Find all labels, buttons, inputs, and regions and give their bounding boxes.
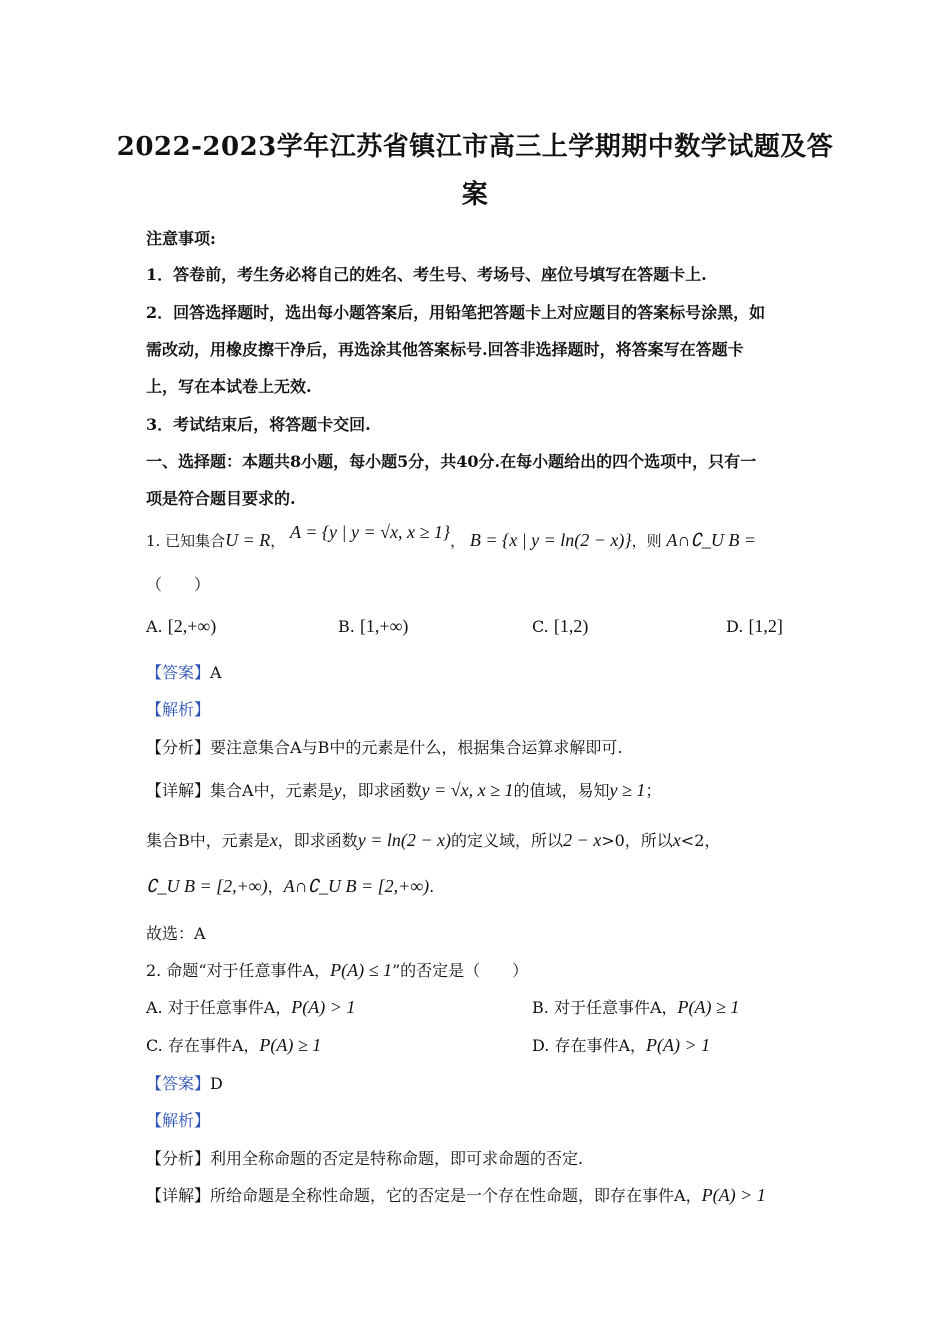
question-1-paren: （ ）: [146, 575, 211, 594]
option-value: [1,+∞): [359, 616, 409, 636]
option-label: D.: [726, 617, 744, 636]
option-label: D.: [532, 1036, 550, 1055]
detail-text: .: [429, 877, 435, 896]
analysis-tag: 【分析】: [146, 1149, 211, 1168]
math-inequality: P(A) ≤ 1: [330, 960, 392, 980]
option-label: B.: [532, 998, 549, 1017]
analysis-text: 要注意集合A与B中的元素是什么，根据集合运算求解即可.: [210, 738, 623, 757]
q1-answer: [146, 660, 222, 683]
option-label: A.: [146, 998, 163, 1017]
option-value: [1,2]: [748, 616, 783, 636]
question-1-stem: [146, 522, 756, 551]
title-line-1: 2022-2023学年江苏省镇江市高三上学期期中数学试题及答: [116, 132, 834, 162]
note-2-line-1: 2．回答选择题时，选出每小题答案后，用铅笔把答题卡上对应题目的答案标号涂黑，如: [146, 303, 766, 322]
q2-detail: [146, 1183, 766, 1206]
analysis-tag: 【分析】: [146, 738, 211, 757]
option-value: P(A) ≥ 1: [259, 1035, 322, 1055]
q2-option-b: [532, 995, 739, 1018]
stem-text: 2. 命题“对于任意事件A，: [146, 961, 331, 980]
option-text: 对于任意事件A，: [553, 998, 678, 1017]
detail-text: ；: [645, 781, 662, 800]
math-complement: ∁_U B = [2,+∞): [146, 876, 268, 896]
option-text: 对于任意事件A，: [167, 998, 292, 1017]
option-label: A.: [146, 617, 163, 636]
detail-text: ，: [267, 877, 284, 896]
question-1-prefix: 1. 已知集合: [146, 532, 226, 550]
note-3: 3．考试结束后，将答题卡交回.: [146, 415, 371, 434]
question-2-stem: [146, 958, 528, 981]
q2-analysis: [146, 1146, 583, 1169]
q1-jiexi-tag: 【解析】: [146, 700, 211, 719]
q1-option-a: [146, 616, 216, 637]
section-heading-line-2: 项是符合题目要求的.: [146, 489, 296, 508]
set-b: B = {x | y = ln(2 − x)}: [469, 530, 632, 550]
math-expression: 2 − x: [563, 830, 602, 850]
question-1-expression: A∩∁_U B =: [666, 530, 756, 550]
analysis-text: 利用全称命题的否定是特称命题，即可求命题的否定.: [210, 1149, 584, 1168]
math-function: y = ln(2 − x): [357, 830, 452, 850]
q2-answer: [146, 1071, 223, 1094]
q1-option-c: [532, 616, 588, 637]
detail-text: >0，所以: [601, 831, 673, 850]
detail-tag: 【详解】: [146, 781, 211, 800]
detail-text: 的值域，易知: [513, 781, 610, 800]
math-function: y = √x, x ≥ 1: [421, 780, 514, 800]
detail-text: ，即求函数: [277, 831, 358, 850]
math-y: y: [333, 780, 342, 800]
set-u: U = R: [225, 530, 271, 550]
then-text: ，则: [631, 532, 662, 550]
title-line-2: 案: [461, 180, 489, 210]
math-x: x: [269, 830, 278, 850]
math-range: y ≥ 1: [609, 780, 646, 800]
q1-detail-line-1: [146, 778, 661, 801]
note-2-line-2: 需改动，用橡皮擦干净后，再选涂其他答案标号.回答非选择题时，将答案写在答题卡: [146, 340, 744, 359]
math-inequality: P(A) > 1: [701, 1185, 766, 1205]
answer-value: A: [210, 663, 222, 682]
detail-text: 的定义域，所以: [451, 831, 564, 850]
option-value: P(A) > 1: [646, 1035, 711, 1055]
answer-value: D: [210, 1074, 223, 1093]
section-heading-line-1: 一、选择题：本题共8小题，每小题5分，共40分.在每小题给出的四个选项中，只有一: [146, 452, 757, 471]
q1-option-d: [726, 616, 783, 637]
q1-detail-line-2: [146, 828, 720, 851]
q2-option-d: [532, 1033, 710, 1056]
option-text: 存在事件A，: [554, 1036, 646, 1055]
option-value: P(A) ≥ 1: [677, 997, 740, 1017]
separator: ，: [450, 532, 466, 550]
answer-tag: 【答案】: [146, 663, 211, 682]
q2-jiexi-tag: 【解析】: [146, 1111, 211, 1130]
notes-heading: 注意事项:: [146, 229, 216, 248]
option-text: 存在事件A，: [167, 1036, 260, 1055]
q1-option-b: [338, 616, 408, 637]
detail-text: <2，: [680, 831, 721, 850]
q1-conclusion: 故选：A: [146, 924, 206, 943]
q1-analysis: [146, 735, 622, 758]
note-2-line-3: 上，写在本试卷上无效.: [146, 377, 312, 396]
option-label: C.: [146, 1036, 163, 1055]
option-value: [2,+∞): [167, 616, 217, 636]
separator: ，: [270, 532, 286, 550]
note-1: 1．答卷前，考生务必将自己的姓名、考生号、考场号、座位号填写在答题卡上.: [146, 265, 707, 284]
stem-text: ”的否定是（ ）: [391, 961, 529, 980]
answer-tag: 【答案】: [146, 1074, 211, 1093]
option-label: C.: [532, 617, 549, 636]
option-label: B.: [338, 617, 355, 636]
option-value: [1,2): [553, 616, 589, 636]
math-intersection: A∩∁_U B = [2,+∞): [283, 876, 430, 896]
detail-text: 所给命题是全称性命题，它的否定是一个存在性命题，即存在事件A，: [210, 1186, 702, 1205]
q2-option-a: [146, 995, 355, 1018]
q1-detail-line-3: [146, 874, 434, 897]
detail-text: ，即求函数: [341, 781, 422, 800]
set-a: A = {y | y = √x, x ≥ 1}: [290, 522, 451, 542]
math-x: x: [672, 830, 681, 850]
option-value: P(A) > 1: [291, 997, 356, 1017]
detail-text: 集合B中，元素是: [146, 831, 270, 850]
detail-tag: 【详解】: [146, 1186, 211, 1205]
q2-option-c: [146, 1033, 321, 1056]
detail-text: 集合A中，元素是: [210, 781, 334, 800]
